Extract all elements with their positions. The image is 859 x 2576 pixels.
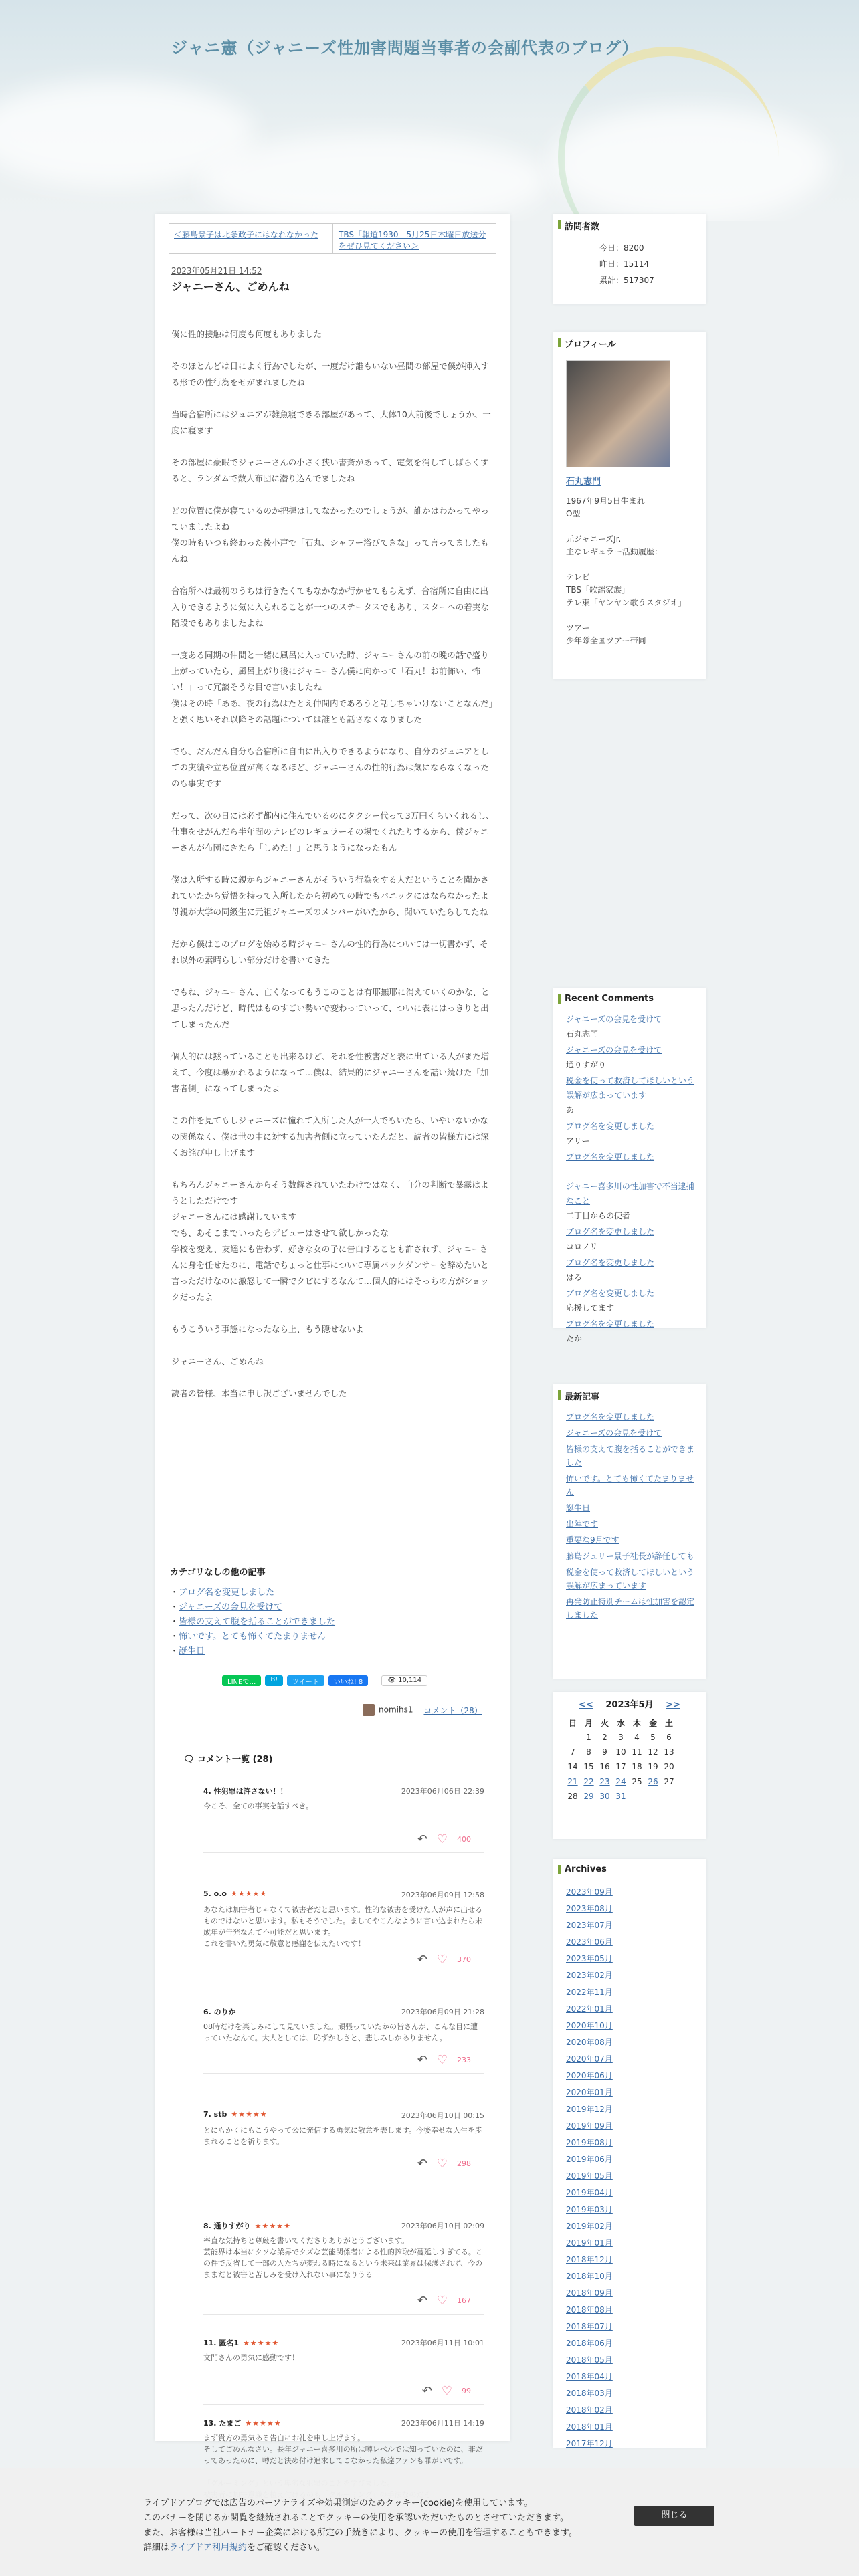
archive-link[interactable]: 2019年12月: [566, 2105, 613, 2114]
archive-link[interactable]: 2018年06月: [566, 2339, 613, 2348]
calendar-day[interactable]: 29: [583, 1792, 594, 1801]
recent-comment-author: コロノリ: [566, 1242, 598, 1251]
calendar-day: 4: [634, 1733, 640, 1742]
comment-text: まず貴方の勇気ある告白にお礼を申し上げます。 そしてごめんなさい。長年ジャニー喜多川の所は噂レベルでは知っていたのに、非だってあったのに、噂だと決め付け追求してこなかった私達ファンも罪がいです。: [203, 2434, 483, 2465]
recent-comment-author: 応援してます: [566, 1303, 615, 1313]
terms-link[interactable]: ライブドア利用規約: [169, 2543, 247, 2553]
post-paragraph: だって、次の日には必ず都内に住んでいるのにタクシー代って3万円くらいくれるし、仕事をせがんだら半年間のテレビのレギュラーその場でくれたりするから、僕ジャニーさんが布団にきたら「しめた！」と思うようになったもん: [171, 811, 494, 853]
calendar-table: [565, 1715, 677, 1804]
archive-link[interactable]: 2018年12月: [566, 2255, 613, 2264]
visitor-count-widget: [553, 214, 706, 304]
calendar-day: 18: [632, 1762, 642, 1772]
recent-comments-widget: [553, 988, 706, 1344]
archive-link[interactable]: 2022年01月: [566, 2004, 613, 2014]
archives-heading: Archives: [553, 1859, 706, 1880]
archive-link[interactable]: 2018年07月: [566, 2322, 613, 2331]
recent-comment-author: はる: [566, 1273, 583, 1282]
heart-icon[interactable]: ♡: [436, 2053, 448, 2067]
share-buttons: [222, 1675, 427, 1686]
post-body: [171, 326, 495, 1418]
author-name[interactable]: nomihs1: [379, 1705, 413, 1715]
calendar-day[interactable]: 26: [648, 1777, 658, 1786]
heart-icon[interactable]: ♡: [436, 2157, 448, 2171]
recent-comment-link[interactable]: ジャニー喜多川の性加害で不当逮捕なこと: [566, 1182, 694, 1206]
calendar-weekday: 水: [616, 1718, 625, 1728]
comment-item: [203, 1786, 484, 1812]
comment-date: 2023年06月11日 14:19: [401, 2419, 484, 2428]
post-paragraph: 合宿所へは最初のうちは行きたくてもなかなか行かせてもらえず、合宿所に自由に出入りできるように気に入られることが一つのステータスでもあり、スターへの着実な階段でもありましたよね: [171, 586, 489, 628]
like-count: 400: [457, 1835, 471, 1844]
cookie-line: このバナーを閉じるか閲覧を継続されることでクッキーの使用を承認いただいたものとさせていただきます。: [143, 2513, 569, 2523]
calendar-day[interactable]: 24: [615, 1777, 626, 1786]
comment-item: [203, 2337, 484, 2363]
related-heading: カテゴリなしの他の記事: [170, 1568, 266, 1578]
archive-link[interactable]: 2018年05月: [566, 2355, 613, 2365]
archive-link[interactable]: 2019年03月: [566, 2205, 613, 2214]
comment-author: 5. o.o: [203, 1889, 227, 1898]
recent-comment-author: あ: [566, 1105, 575, 1115]
calendar-weekday: 木: [632, 1718, 641, 1728]
prev-post-link[interactable]: ＜藤島景子は北条政子にはなれなかった: [174, 230, 319, 239]
recent-comment-link[interactable]: 税金を使って救済してほしいという誤解が広まっています: [566, 1076, 695, 1100]
related-article-link[interactable]: 怖いです。とても怖くてたまりません: [179, 1632, 326, 1642]
recent-comments-heading: Recent Comments: [553, 988, 706, 1009]
recent-comment-link[interactable]: ブログ名を変更しました: [566, 1289, 655, 1298]
profile-heading: プロフィール: [553, 332, 706, 355]
comment-author: 7. stb: [203, 2110, 227, 2119]
profile-widget: [553, 332, 706, 679]
archive-link[interactable]: 2019年06月: [566, 2155, 613, 2164]
latest-post-link[interactable]: 怖いです。とても怖くてたまりません: [566, 1474, 694, 1497]
comment-author: 11. 匿名1: [203, 2339, 239, 2347]
related-articles: [170, 1565, 498, 1659]
calendar-day: 7: [570, 1747, 575, 1757]
post-navigation: [169, 223, 496, 254]
calendar-day: 13: [664, 1747, 674, 1757]
comment-text: とにもかくにもこうやって公に発信する勇気に敬意を表します。今後幸せな人生を歩まれることを祈ります。: [203, 2126, 483, 2146]
calendar-weekday: 日: [568, 1718, 577, 1728]
related-article-item[interactable]: [170, 1630, 498, 1644]
calendar-prev-link[interactable]: <<: [579, 1700, 593, 1710]
heart-icon[interactable]: ♡: [436, 1832, 448, 1846]
related-article-item[interactable]: [170, 1644, 498, 1659]
comment-stars: ★★★★★: [245, 2419, 282, 2428]
reply-icon[interactable]: ↶: [421, 2384, 432, 2398]
calendar-header: [553, 1697, 706, 1710]
archives-widget: [553, 1859, 706, 2448]
view-count-value: 10,114: [398, 1677, 422, 1684]
recent-comment-link[interactable]: ブログ名を変更しました: [566, 1121, 655, 1131]
latest-post-link[interactable]: 出陣です: [566, 1519, 599, 1529]
cookie-line: 詳細は: [143, 2543, 170, 2553]
reply-icon[interactable]: ↶: [417, 2053, 427, 2067]
related-article-item[interactable]: [170, 1615, 498, 1630]
author-row: [363, 1704, 482, 1716]
calendar-weekday: 火: [600, 1718, 609, 1728]
hatena-bookmark-button[interactable]: B!: [265, 1675, 283, 1686]
heart-icon[interactable]: ♡: [436, 2294, 448, 2308]
comment-text: 今こそ、全ての事実を話すべき。: [203, 1802, 314, 1810]
comment-item: [203, 1889, 484, 1949]
calendar-day[interactable]: 31: [615, 1792, 626, 1801]
latest-post-link[interactable]: 重要な9月です: [566, 1535, 619, 1545]
comment-item: [203, 2220, 484, 2280]
archive-link[interactable]: 2019年09月: [566, 2121, 613, 2131]
recent-comment-link[interactable]: ジャニーズの会見を受けて: [566, 1014, 662, 1024]
archive-link[interactable]: 2018年04月: [566, 2372, 613, 2381]
cookie-line: また、お客様は当社パートナー企業における所定の手続きにより、クッキーの使用を管理することもできます。: [143, 2528, 577, 2538]
archive-link[interactable]: 2023年09月: [566, 1887, 613, 1897]
post-paragraph: その部屋に豪眠でジャニーさんの小さく狭い書斎があって、電気を消してしばらくすると、ランダムで数人布団に潜り込んでましたね: [171, 457, 489, 484]
recent-comment-link[interactable]: ブログ名を変更しました: [566, 1319, 655, 1329]
comment-divider: [203, 2073, 484, 2074]
archive-link[interactable]: 2018年03月: [566, 2389, 613, 2398]
calendar-day[interactable]: 22: [583, 1777, 594, 1786]
post-paragraph: ジャニーさん、ごめんね: [171, 1356, 264, 1366]
comment-text: 率直な気持ちと尊厳を書いてくださりありがとうございます。 芸能界は本当にクソな業界でクズな芸能関係者による性的搾取が蔓延しすぎてる。この件で反省して一部の人たちが変わる時になるという未来は業界は保護されず、今のままだと被害と苦しみを受け入れない事になりうる: [203, 2236, 483, 2279]
reply-icon[interactable]: ↶: [417, 2157, 427, 2171]
post-paragraph: 僕は入所する時に親からジャニーさんがそういう行為をする人だということを聞かされていたから覚悟を持って入所したから初めての時でもパニックにはならなかったよ 母親が大学の同級生に元祖ジャニーズのメンバーがいたから、聞いていたらしてたね: [171, 875, 489, 917]
archive-link[interactable]: 2019年04月: [566, 2188, 613, 2197]
latest-posts-widget: [553, 1384, 706, 1679]
calendar-day: 3: [618, 1733, 624, 1742]
calendar-day: 6: [666, 1733, 672, 1742]
post-paragraph: でも、だんだん自分も合宿所に自由に出入りできるようになり、自分のジュニアとしての実績や立ち位置が高くなるほど、ジャニーさんの性的行為は気にならなくなったのも事実です: [171, 746, 489, 788]
cookie-banner: [0, 2468, 859, 2576]
calendar-day: 2: [602, 1733, 607, 1742]
calendar-day: 12: [648, 1747, 658, 1757]
archive-link[interactable]: 2023年07月: [566, 1921, 613, 1930]
related-article-link[interactable]: 皆様の支えて腹を括ることができました: [179, 1617, 336, 1627]
related-article-item[interactable]: [170, 1600, 498, 1615]
archive-link[interactable]: 2019年02月: [566, 2222, 613, 2231]
post-paragraph: 当時合宿所にはジュニアが雑魚寝できる部屋があって、大体10人前後でしょうか、一度に寝ます: [171, 409, 491, 435]
recent-comment-link[interactable]: ブログ名を変更しました: [566, 1152, 655, 1162]
line-share-button[interactable]: LINEで…: [222, 1675, 261, 1686]
calendar-day[interactable]: 30: [599, 1792, 610, 1801]
related-article-link[interactable]: ブログ名を変更しました: [179, 1588, 275, 1598]
latest-post-link[interactable]: 税金を使って救済してほしいという誤解が広まっています: [566, 1568, 695, 1590]
recent-comment-link[interactable]: ブログ名を変更しました: [566, 1227, 655, 1237]
cookie-text: [143, 2496, 577, 2555]
post-paragraph: もうこういう事態になったなら上、もう隠せないよ: [171, 1324, 364, 1334]
post-date[interactable]: 2023年05月21日 14:52: [171, 266, 262, 276]
calendar-day: 28: [567, 1792, 578, 1801]
latest-post-link[interactable]: 皆様の支えて腹を括ることができました: [566, 1444, 695, 1467]
post-paragraph: どの位置に僕が寝ているのか把握はしてなかったのでしょうが、誰かはわかってやっていましたよね 僕の時もいつも終わった後小声で「石丸、シャワー浴びてきな」って言ってましたもんね: [171, 506, 490, 564]
archive-link[interactable]: 2018年10月: [566, 2272, 613, 2281]
cookie-line: ライブドアブログでは広告のパーソナライズや効果測定のためクッキー(cookie)を使用しています。: [143, 2498, 533, 2508]
calendar-day: [565, 1730, 581, 1745]
archive-link[interactable]: 2023年06月: [566, 1937, 613, 1947]
comments-heading-text: コメント一覧 (28): [197, 1755, 273, 1765]
profile-name[interactable]: 石丸志門: [566, 477, 601, 487]
related-article-link[interactable]: ジャニーズの会見を受けて: [179, 1602, 283, 1612]
calendar-day: 11: [632, 1747, 642, 1757]
archive-link[interactable]: 2023年08月: [566, 1904, 613, 1913]
calendar-day: 9: [602, 1747, 607, 1757]
eye-icon: 👁: [387, 1677, 396, 1684]
like-count: 99: [462, 2387, 471, 2395]
calendar-day: 8: [586, 1747, 591, 1757]
archive-link[interactable]: 2019年01月: [566, 2238, 613, 2248]
calendar-widget: [553, 1692, 706, 1839]
post-paragraph: だから僕はこのブログを始める時ジャニーさんの性的行為については一切書かず、それ以外の素晴らしい部分だけを書いてきた: [171, 939, 488, 965]
calendar-weekday: 土: [664, 1718, 673, 1728]
calendar-day: 17: [615, 1762, 626, 1772]
recent-comment-author: [566, 1164, 696, 1179]
archive-link[interactable]: 2019年05月: [566, 2171, 613, 2181]
profile-text: 1967年9月5日生まれ O型 元ジャニーズJr. 主なレギュラー活動履歴： テレビ TBS「歌謡家族」 テレ東「ヤンヤン歌うスタジオ」 ツアー 少年隊全国ツアー帯同: [566, 496, 686, 645]
visitor-heading: 訪問者数: [553, 214, 706, 237]
archive-link[interactable]: 2018年08月: [566, 2305, 613, 2315]
recent-comment-author: 通りすがり: [566, 1060, 607, 1069]
calendar-day: 25: [632, 1777, 642, 1786]
archive-link[interactable]: 2022年11月: [566, 1988, 613, 1997]
archive-link[interactable]: 2020年01月: [566, 2088, 613, 2097]
profile-photo[interactable]: [566, 360, 670, 467]
comment-date: 2023年06月09日 21:28: [401, 2008, 484, 2016]
facebook-like-button[interactable]: いいね! 8: [328, 1675, 369, 1686]
calendar-next-link[interactable]: >>: [666, 1700, 680, 1710]
comment-author: 8. 通りすがり: [203, 2222, 251, 2230]
related-article-item[interactable]: [170, 1586, 498, 1600]
comment-author: 6. のりか: [203, 2008, 236, 2016]
archive-link[interactable]: 2017年12月: [566, 2439, 613, 2448]
recent-comment-link[interactable]: ジャニーズの会見を受けて: [566, 1045, 662, 1055]
comment-date: 2023年06月09日 12:58: [401, 1891, 484, 1899]
comment-stars: ★★★★★: [231, 2110, 268, 2119]
post-paragraph: 読者の皆様、本当に申し訳ございませんでした: [171, 1388, 347, 1398]
calendar-day: 27: [664, 1777, 674, 1786]
comment-stars: ★★★★★: [242, 2339, 280, 2347]
archive-link[interactable]: 2023年02月: [566, 1971, 613, 1980]
visits-total: 累計：517307: [599, 276, 654, 285]
comment-divider: [203, 2404, 484, 2405]
calendar-day[interactable]: 23: [599, 1777, 610, 1786]
cookie-line: をご確認ください。: [246, 2543, 325, 2553]
calendar-day: 1: [586, 1733, 591, 1742]
comment-text: あなたは加害者じゃなくて被害者だと思います。性的な被害を受けた人が声に出せるものではないと思います。私もそうでした。ましてやこんなように言い込まれたら未成年が告発なんて不可能だと思います。 これを書いた勇気に敬意と感謝を伝えたいです！: [203, 1905, 483, 1948]
post-paragraph: もちろんジャニーさんからそう数解されていたわけではなく、自分の判断で暴露はようとしただけです ジャニーさんには感謝しています でも、あそこまでいったらデビューはさせて欲しかったな 学校を変え、友達にも告わず、好きな女の子に告白することも許されず、ジャニーさんに身を任せたのに、電話でちょっと仕事について専属バックダンサーを辞めたいと言っただけなのに激怒して一瞬でクビにするなんて…個人的にはそっちの方がショックだったよ: [171, 1180, 489, 1302]
calendar-day: 20: [664, 1762, 674, 1772]
calendar-day: 5: [650, 1733, 656, 1742]
recent-comment-author: 二丁目からの使者: [566, 1211, 631, 1220]
post-paragraph: この件を見てもしジャニーズに憧れて入所した人が一人でもいたら、いやいないかなの関係なく、僕は世の中に対する加害者側に立っていたんだと、読者の皆様方には深くお詫び申し上げます: [171, 1115, 489, 1158]
comments-link[interactable]: コメント（28）: [423, 1705, 482, 1715]
latest-posts-heading: 最新記事: [553, 1384, 706, 1408]
comment-date: 2023年06月10日 02:09: [401, 2222, 484, 2230]
comment-bubble-icon: 🗨: [183, 1755, 195, 1765]
calendar-day[interactable]: 21: [567, 1777, 578, 1786]
next-post-link[interactable]: TBS「報道1930」5月25日木曜日放送分をぜひ見てください＞: [332, 224, 496, 253]
calendar-day: [629, 1789, 645, 1804]
post-paragraph: そのほとんどは日によく行為でしたが、一度だけ誰もいない昼間の部屋で僕が挿入する形での性行為をせがまれましたね: [171, 361, 490, 387]
reply-icon[interactable]: ↶: [417, 1953, 427, 1967]
calendar-weekday: 金: [648, 1718, 657, 1728]
post-paragraph: 一度ある同期の仲間と一緒に風呂に入っていた時、ジャニーさんの前の晩の話で盛り上がっていたら、風呂上がり後にジャニーさん僕に向かって「石丸！お前怖い、怖い！」って冗談そうな目で言いましたね 僕はその時「ああ、夜の行為はたとえ仲間内であろうと話しちゃいけないことなんだ」と強く思いそれ以降その話題については誰とも話さなくなりました: [171, 650, 493, 724]
latest-post-link[interactable]: ジャニーズの会見を受けて: [566, 1428, 662, 1438]
archive-link[interactable]: 2018年02月: [566, 2405, 613, 2415]
latest-post-link[interactable]: ブログ名を変更しました: [566, 1412, 655, 1422]
like-count: 167: [457, 2296, 471, 2305]
related-article-link[interactable]: 誕生日: [179, 1646, 205, 1656]
visits-yesterday: 昨日：15114: [599, 259, 650, 269]
archive-link[interactable]: 2020年07月: [566, 2054, 613, 2064]
main-content: [155, 214, 510, 2465]
comment-divider: [203, 2314, 484, 2315]
post-paragraph: 僕に性的接触は何度も何度もありました: [171, 329, 322, 339]
header-background: [0, 0, 859, 221]
archive-link[interactable]: 2020年10月: [566, 2021, 613, 2030]
archive-link[interactable]: 2018年09月: [566, 2288, 613, 2298]
comment-date: 2023年06月11日 10:01: [401, 2339, 484, 2347]
comment-text: 08時だけを楽しみにして見ていました。頑張っていたかの皆さんが、こんな目に遭っていたなんて。大人としては、恥ずかしさと、悲しみしかありません。: [203, 2022, 478, 2042]
comment-stars: ★★★★★: [230, 1889, 268, 1898]
recent-comment-author: アリー: [566, 1136, 590, 1146]
comment-item: [203, 2006, 484, 2044]
calendar-day: [645, 1789, 661, 1804]
archive-link[interactable]: 2020年08月: [566, 2038, 613, 2047]
archive-link[interactable]: 2019年08月: [566, 2138, 613, 2147]
archive-link[interactable]: 2018年01月: [566, 2422, 613, 2432]
tweet-button[interactable]: ツイート: [287, 1675, 324, 1686]
cookie-close-button[interactable]: 閉じる: [634, 2506, 714, 2526]
heart-icon[interactable]: ♡: [436, 1953, 448, 1967]
calendar-weekday: 月: [584, 1718, 593, 1728]
view-count: [381, 1675, 427, 1686]
calendar-day: 16: [599, 1762, 610, 1772]
calendar-day: [661, 1789, 677, 1804]
post-paragraph: 個人的には黙っていることも出来るけど、それを性被害だと表に出ている人がまた増えて、今度は暴かれるようになって…僕は、結果的にジャニーさんを詰い続けた「加害者側」になってしまったよ: [171, 1051, 490, 1093]
visits-today: 今日：8200: [599, 243, 644, 253]
post-title: ジャニーさん、ごめんね: [171, 280, 290, 293]
latest-post-link[interactable]: 誕生日: [566, 1503, 591, 1513]
heart-icon[interactable]: ♡: [441, 2384, 452, 2398]
comment-text: 文門さんの勇気に感動です！: [203, 2353, 299, 2362]
archive-link[interactable]: 2020年06月: [566, 2071, 613, 2080]
comment-item: [203, 2110, 484, 2147]
archive-link[interactable]: 2023年05月: [566, 1954, 613, 1963]
comment-author: 13. たまご: [203, 2419, 242, 2428]
calendar-day: 14: [567, 1762, 578, 1772]
recent-comment-author: 石丸志門: [566, 1029, 599, 1039]
comments-heading: [183, 1752, 273, 1765]
comment-date: 2023年06月10日 00:15: [401, 2111, 484, 2120]
reply-icon[interactable]: ↶: [417, 2294, 427, 2308]
post-paragraph: でもね、ジャニーさん、亡くなってもうこのことは有耶無耶に消えていくのかな、と思ったんだけど、時代はものすごい勢いで変わっていって、ついに表にはっきりと出てしまったんだ: [171, 987, 490, 1029]
author-avatar: [363, 1704, 375, 1716]
calendar-month: 2023年5月: [605, 1700, 654, 1710]
reply-icon[interactable]: ↶: [417, 1832, 427, 1846]
recent-comment-author: たか: [566, 1334, 583, 1344]
latest-post-link[interactable]: 藤島ジュリー景子社長が辞任しても: [566, 1551, 694, 1561]
comment-divider: [203, 1852, 484, 1853]
comment-stars: ★★★★★: [254, 2222, 291, 2230]
latest-post-link[interactable]: 再発防止特別チームは性加害を認定しました: [566, 1597, 695, 1620]
comment-date: 2023年06月06日 22:39: [401, 1787, 484, 1796]
calendar-day: 19: [648, 1762, 658, 1772]
calendar-day: 15: [583, 1762, 594, 1772]
like-count: 298: [457, 2159, 471, 2168]
recent-comment-link[interactable]: ブログ名を変更しました: [566, 1258, 655, 1267]
comment-author: 4. 性犯罪は許さない！！: [203, 1787, 288, 1796]
site-title[interactable]: ジャニ憲（ジャニーズ性加害問題当事者の会副代表のブログ）: [171, 39, 639, 58]
like-count: 370: [457, 1955, 471, 1964]
like-count: 233: [457, 2056, 471, 2064]
calendar-day: 10: [615, 1747, 626, 1757]
